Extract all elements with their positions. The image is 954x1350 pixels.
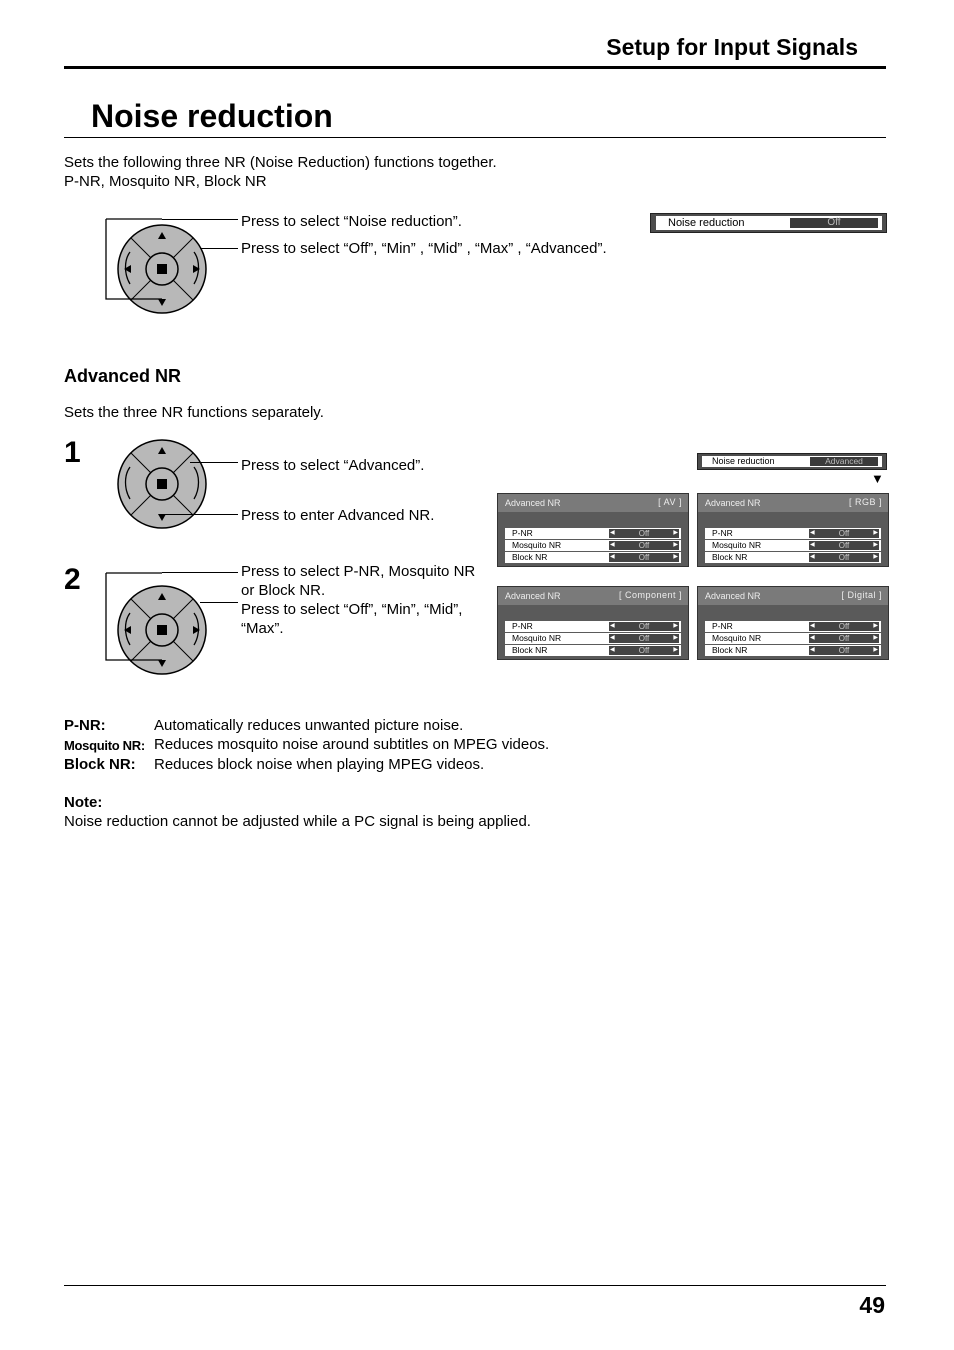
panel-row-block[interactable] <box>505 645 681 656</box>
osd-value: Off <box>790 218 878 228</box>
panel-row-mosquito[interactable] <box>705 540 881 551</box>
callout-select-advanced: Press to select “Advanced”. <box>241 457 425 474</box>
intro-text <box>64 153 497 191</box>
callout-select-item <box>241 562 475 638</box>
definition-desc: Reduces mosquito noise around subtitles on MPEG videos. <box>154 736 550 753</box>
title-rule <box>64 137 886 138</box>
row-label: Block NR <box>512 645 548 655</box>
callout-line <box>200 602 238 603</box>
remote-pad-icon <box>100 212 240 316</box>
callout-select-value: Press to select “Off”, “Min” , “Mid” , “Max” , “Advanced”. <box>241 240 607 257</box>
definition-term: Block NR: <box>64 756 136 773</box>
panel-title: Advanced NR <box>705 591 761 601</box>
advanced-description: Sets the three NR functions separately. <box>64 404 324 421</box>
panel-row-pnr[interactable] <box>505 621 681 632</box>
step-number: 2 <box>64 563 81 596</box>
callout-line-text: Press to select P-NR, Mosquito NR <box>241 563 476 580</box>
header-rule <box>64 66 886 69</box>
row-value: ◀ Off ▶ <box>810 646 878 655</box>
panel-row-mosquito[interactable] <box>505 633 681 644</box>
callout-line-text: Press to select “Off”, “Min”, “Mid”, <box>241 601 463 618</box>
definition-desc: Automatically reduces unwanted picture noise. <box>154 717 464 734</box>
panel-source: [ Component ] <box>618 590 682 600</box>
step-number: 1 <box>64 436 81 469</box>
intro-line-2: P-NR, Mosquito NR, Block NR <box>64 173 267 190</box>
row-label: Mosquito NR <box>712 633 762 643</box>
callout-line-text: or Block NR. <box>241 582 326 599</box>
panel-row-mosquito[interactable] <box>705 633 881 644</box>
row-value: ◀ Off ▶ <box>610 553 678 562</box>
row-label: Block NR <box>512 552 548 562</box>
row-value: ◀ Off ▶ <box>610 622 678 631</box>
panel-row-block[interactable] <box>705 552 881 563</box>
row-value: ◀ Off ▶ <box>810 622 878 631</box>
footer-rule <box>64 1285 886 1286</box>
panel-source: [ AV ] <box>658 497 682 507</box>
page-number: 49 <box>859 1292 885 1318</box>
row-value: ◀ Off ▶ <box>810 529 878 538</box>
panel-source: [ Digital ] <box>841 590 882 600</box>
callout-line <box>200 248 238 249</box>
page-title: Noise reduction <box>91 98 333 134</box>
panel-title: Advanced NR <box>705 498 761 508</box>
callout-line-text: “Max”. <box>241 620 284 637</box>
advanced-nr-panel-component <box>497 586 689 660</box>
row-label: P-NR <box>712 528 733 538</box>
row-label: P-NR <box>512 621 533 631</box>
osd-noise-reduction-bar <box>650 213 887 233</box>
row-value: ◀ Off ▶ <box>810 541 878 550</box>
note-heading: Note: <box>64 794 103 811</box>
row-label: Block NR <box>712 552 748 562</box>
osd-label: Noise reduction <box>668 217 745 229</box>
panel-title: Advanced NR <box>505 591 561 601</box>
osd-label: Noise reduction <box>712 456 775 466</box>
callout-enter-advanced: Press to enter Advanced NR. <box>241 507 435 524</box>
advanced-heading: Advanced NR <box>64 366 182 386</box>
callout-line <box>162 219 238 220</box>
callout-line <box>162 572 238 573</box>
row-value: ◀ Off ▶ <box>610 529 678 538</box>
down-arrow-icon: ▼ <box>871 471 884 486</box>
callout-select-noise-reduction: Press to select “Noise reduction”. <box>241 213 462 230</box>
panel-row-pnr[interactable] <box>705 621 881 632</box>
note-text: Noise reduction cannot be adjusted while a PC signal is being applied. <box>64 813 531 830</box>
callout-line <box>190 462 238 463</box>
row-label: Mosquito NR <box>512 633 562 643</box>
advanced-nr-panel-rgb <box>697 493 889 567</box>
panel-row-pnr[interactable] <box>705 528 881 539</box>
panel-row-pnr[interactable] <box>505 528 681 539</box>
row-label: P-NR <box>712 621 733 631</box>
remote-pad-icon <box>100 566 240 676</box>
callout-line <box>162 514 238 515</box>
panel-source: [ RGB ] <box>848 497 882 507</box>
row-value: ◀ Off ▶ <box>610 541 678 550</box>
row-label: P-NR <box>512 528 533 538</box>
osd-value: Advanced <box>810 457 878 466</box>
definition-desc: Reduces block noise when playing MPEG videos. <box>154 756 485 773</box>
panel-row-block[interactable] <box>505 552 681 563</box>
row-label: Block NR <box>712 645 748 655</box>
intro-line-1: Sets the following three NR (Noise Reduction) functions together. <box>64 154 497 171</box>
row-value: ◀ Off ▶ <box>810 553 878 562</box>
row-value: ◀ Off ▶ <box>610 634 678 643</box>
row-label: Mosquito NR <box>512 540 562 550</box>
definition-term: Mosquito NR: <box>64 738 145 753</box>
advanced-nr-panel-av <box>497 493 689 567</box>
panel-row-mosquito[interactable] <box>505 540 681 551</box>
row-value: ◀ Off ▶ <box>610 646 678 655</box>
panel-title: Advanced NR <box>505 498 561 508</box>
panel-row-block[interactable] <box>705 645 881 656</box>
row-value: ◀ Off ▶ <box>810 634 878 643</box>
advanced-nr-panel-digital <box>697 586 889 660</box>
osd-noise-reduction-bar <box>697 453 887 470</box>
section-title: Setup for Input Signals <box>606 34 858 60</box>
remote-pad-icon <box>100 438 240 530</box>
row-label: Mosquito NR <box>712 540 762 550</box>
definition-term: P-NR: <box>64 717 106 734</box>
